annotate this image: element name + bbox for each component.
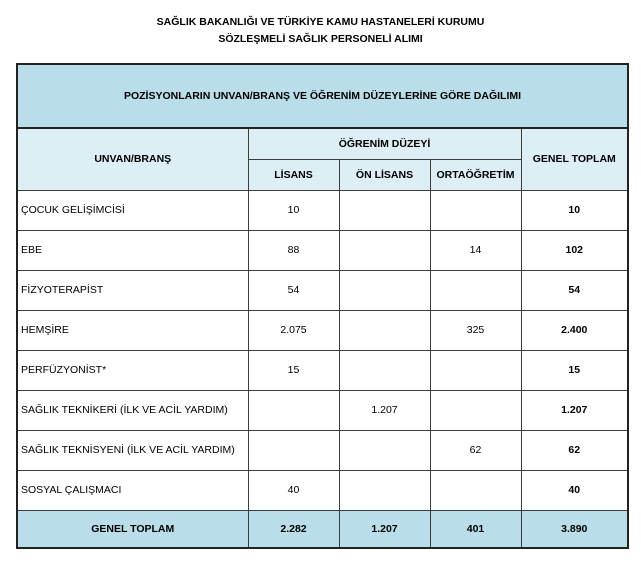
- distribution-table: [16, 63, 629, 549]
- col-header-onlisans: ÖN LİSANS: [339, 159, 430, 190]
- row-lisans: 40: [248, 470, 339, 510]
- table-row: [17, 190, 628, 230]
- row-lisans: 10: [248, 190, 339, 230]
- footer-orta: 401: [430, 510, 521, 548]
- row-orta: [430, 270, 521, 310]
- row-total: 10: [521, 190, 628, 230]
- row-lisans: 88: [248, 230, 339, 270]
- document-title: SAĞLIK BAKANLIĞI VE TÜRKİYE KAMU HASTANELERİ KURUMU: [156, 16, 485, 28]
- col-header-ogrenim: ÖĞRENİM DÜZEYİ: [248, 128, 521, 159]
- table-row: [17, 270, 628, 310]
- col-header-lisans: LİSANS: [248, 159, 339, 190]
- row-orta: 325: [430, 310, 521, 350]
- row-total: 15: [521, 350, 628, 390]
- row-name: ÇOCUK GELİŞİMCİSİ: [17, 190, 248, 230]
- col-header-total: GENEL TOPLAM: [521, 128, 628, 190]
- row-lisans: 2.075: [248, 310, 339, 350]
- row-onlisans: [339, 470, 430, 510]
- row-orta: [430, 470, 521, 510]
- row-name: PERFÜZYONİST*: [17, 350, 248, 390]
- row-orta: [430, 190, 521, 230]
- row-total: 62: [521, 430, 628, 470]
- document-subtitle: SÖZLEŞMELİ SAĞLIK PERSONELİ ALIMI: [218, 33, 423, 45]
- row-onlisans: 1.207: [339, 390, 430, 430]
- row-total: 54: [521, 270, 628, 310]
- table-row: [17, 390, 628, 430]
- row-name: SAĞLIK TEKNİKERİ (İLK VE ACİL YARDIM): [17, 390, 248, 430]
- table-row: [17, 350, 628, 390]
- row-total: 1.207: [521, 390, 628, 430]
- footer-total: 3.890: [521, 510, 628, 548]
- col-header-unvan: UNVAN/BRANŞ: [17, 128, 248, 190]
- row-orta: 14: [430, 230, 521, 270]
- col-header-orta: ORTAÖĞRETİM: [430, 159, 521, 190]
- table-row: [17, 430, 628, 470]
- row-name: FİZYOTERAPİST: [17, 270, 248, 310]
- row-name: HEMŞİRE: [17, 310, 248, 350]
- row-total: 102: [521, 230, 628, 270]
- table-title: POZİSYONLARIN UNVAN/BRANŞ VE ÖĞRENİM DÜZEYLERİNE GÖRE DAĞILIMI: [17, 64, 628, 128]
- row-onlisans: [339, 270, 430, 310]
- row-name: SOSYAL ÇALIŞMACI: [17, 470, 248, 510]
- row-onlisans: [339, 430, 430, 470]
- row-name: SAĞLIK TEKNİSYENİ (İLK VE ACİL YARDIM): [17, 430, 248, 470]
- row-lisans: [248, 390, 339, 430]
- table-row: [17, 310, 628, 350]
- row-orta: 62: [430, 430, 521, 470]
- row-onlisans: [339, 350, 430, 390]
- row-orta: [430, 390, 521, 430]
- footer-lisans: 2.282: [248, 510, 339, 548]
- row-total: 40: [521, 470, 628, 510]
- row-onlisans: [339, 310, 430, 350]
- row-lisans: 54: [248, 270, 339, 310]
- table-row: [17, 230, 628, 270]
- row-onlisans: [339, 230, 430, 270]
- footer-label: GENEL TOPLAM: [17, 510, 248, 548]
- footer-onlisans: 1.207: [339, 510, 430, 548]
- row-total: 2.400: [521, 310, 628, 350]
- table-footer-row: [17, 510, 628, 548]
- row-name: EBE: [17, 230, 248, 270]
- row-orta: [430, 350, 521, 390]
- table-row: [17, 470, 628, 510]
- row-lisans: [248, 430, 339, 470]
- row-onlisans: [339, 190, 430, 230]
- row-lisans: 15: [248, 350, 339, 390]
